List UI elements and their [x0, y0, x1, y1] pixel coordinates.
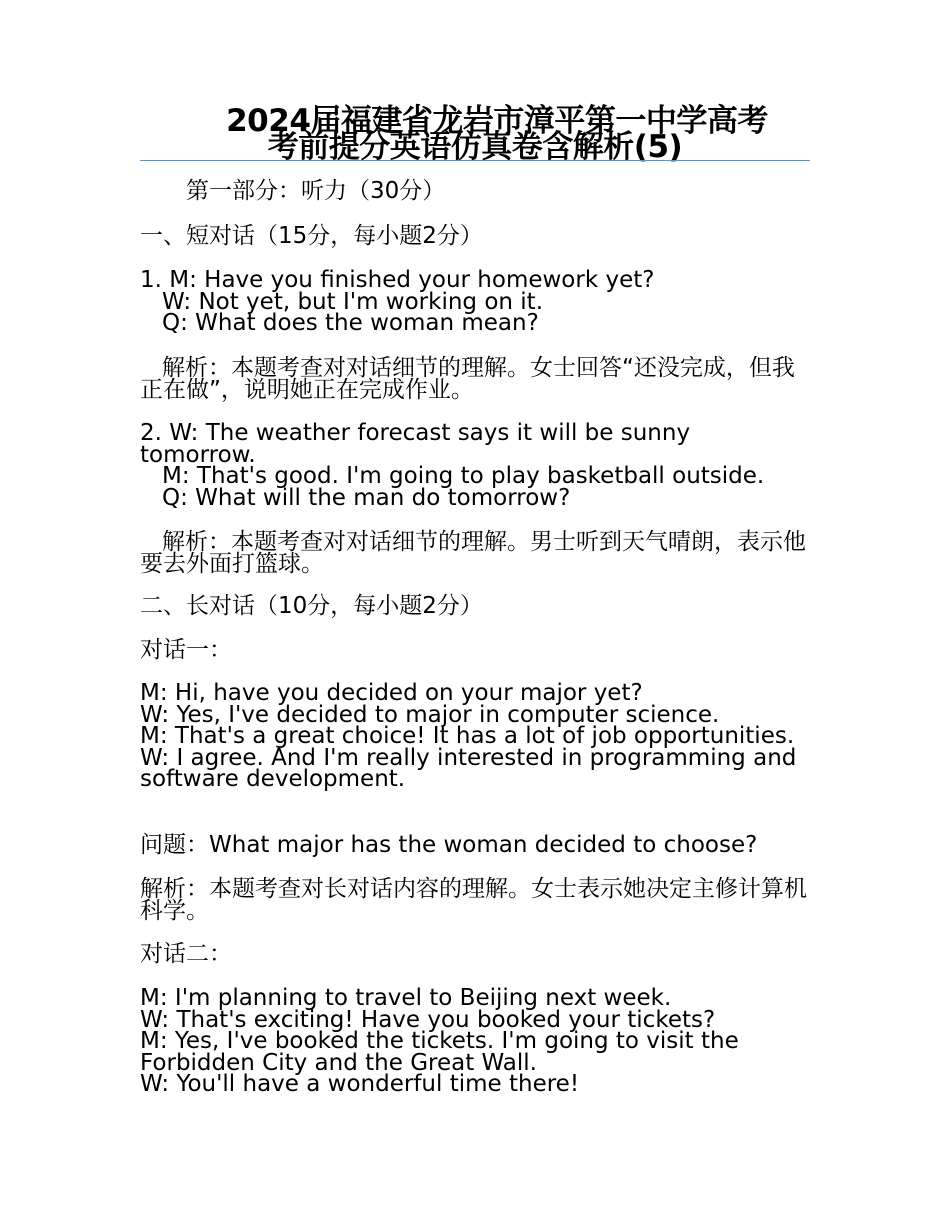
dialogue-2-line-1: M: I'm planning to travel to Beijing next week. [140, 985, 672, 1011]
question-2 [140, 420, 810, 511]
dialogue-2-line-3: M: Yes, I've booked the tickets. I'm going to visit the Forbidden City and the Great Wall. [140, 1028, 739, 1076]
title-line-1: 2024届福建省龙岩市漳平第一中学高考 [226, 103, 768, 139]
title-divider [140, 160, 810, 161]
dialogue-2-heading: 对话二： [140, 941, 232, 967]
question-1-analysis: 解析：本题考查对对话细节的理解。女士回答“还没完成，但我正在做”，说明她正在完成作业。 [140, 355, 795, 403]
dialogue-2-line-2: W: That's exciting! Have you booked your tickets? [140, 1006, 716, 1033]
dialogue-1-question: 问题：What major has the woman decided to choose? [140, 832, 758, 858]
title-line-2: 考前提分英语仿真卷含解析(5) [267, 129, 683, 165]
part-heading: 第一部分：听力（30分） [186, 178, 446, 204]
question-2-analysis: 解析：本题考查对对话细节的理解。男士听到天气晴朗，表示他要去外面打篮球。 [140, 529, 806, 577]
dialogue-1-line-4: W: I agree. And I'm really interested in programming and software development. [140, 744, 797, 793]
dialogue-2 [140, 985, 810, 1098]
dialogue-2-line-4: W: You'll have a wonderful time there! [140, 1071, 580, 1098]
question-2-line-2: M: That's good. I'm going to play basketball outside. [162, 463, 765, 490]
section-heading-long-dialogues: 二、长对话（10分，每小题2分） [140, 593, 483, 619]
dialogue-1-heading: 对话一： [140, 637, 232, 663]
question-2-line-1: 2. W: The weather forecast says it will be sunny tomorrow. [140, 420, 691, 468]
question-1-line-3: Q: What does the woman mean? [162, 310, 539, 337]
document-title [140, 103, 810, 165]
question-1 [140, 267, 810, 337]
dialogue-1-line-2: W: Yes, I've decided to major in computer science. [140, 701, 720, 728]
dialogue-1-line-3: M: That's a great choice! It has a lot of job opportunities. [140, 723, 795, 750]
question-1-line-2: W: Not yet, but I'm working on it. [162, 288, 544, 315]
question-1-line-1: 1. M: Have you finished your homework yet? [140, 267, 655, 293]
section-heading-short-dialogues: 一、短对话（15分，每小题2分） [140, 223, 483, 249]
dialogue-1 [140, 680, 810, 793]
dialogue-1-analysis: 解析：本题考查对长对话内容的理解。女士表示她决定主修计算机科学。 [140, 876, 807, 924]
question-2-line-3: Q: What will the man do tomorrow? [162, 484, 571, 511]
dialogue-1-line-1: M: Hi, have you decided on your major yet? [140, 680, 643, 706]
